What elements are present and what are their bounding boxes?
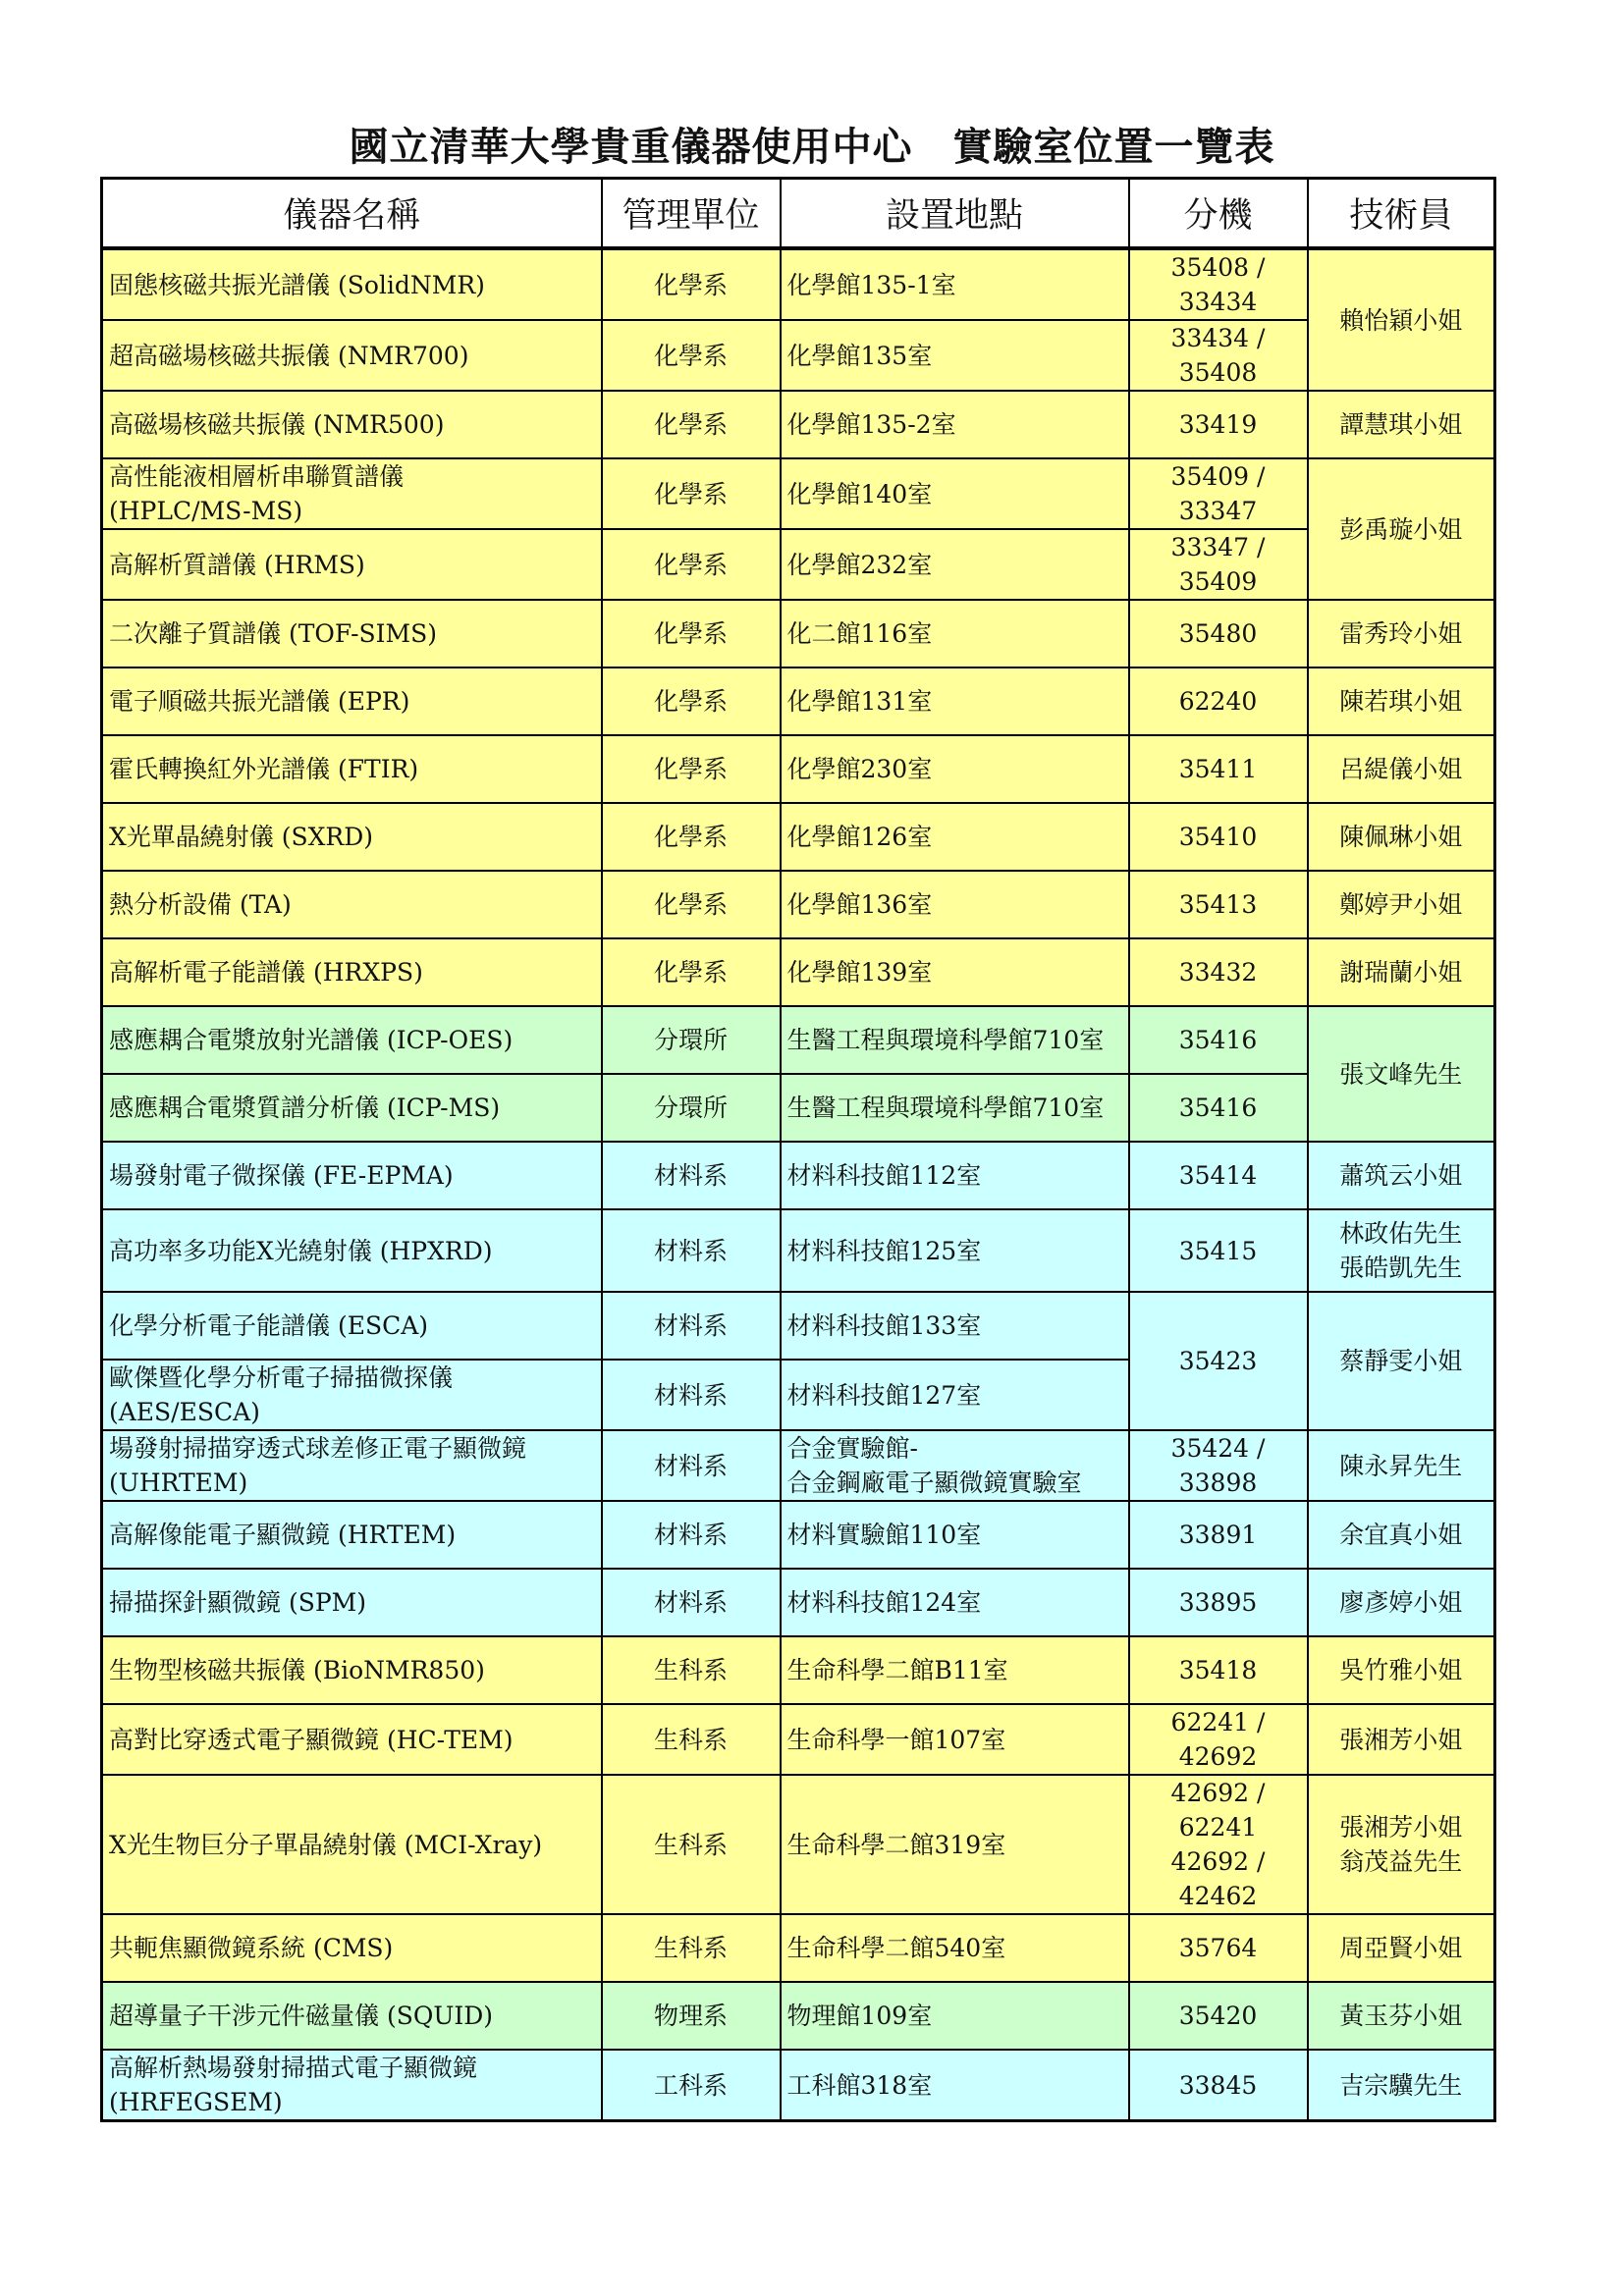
table-row: [102, 1982, 1495, 2050]
location-cell: 生醫工程與環境科學館710室: [781, 1074, 1129, 1142]
extension-cell: 35480: [1129, 600, 1308, 667]
instrument-name-cell: 熱分析設備 (TA): [102, 871, 602, 938]
location-cell: 化學館230室: [781, 735, 1129, 803]
extension-cell: 62241 / 42692: [1129, 1704, 1308, 1775]
table-row: [102, 248, 1495, 320]
location-cell: 材料科技館112室: [781, 1142, 1129, 1209]
header-extension: 分機: [1129, 179, 1308, 249]
instrument-location-table: [100, 177, 1496, 2122]
instrument-name-cell: X光單晶繞射儀 (SXRD): [102, 803, 602, 871]
managing-unit-cell: 物理系: [602, 1982, 781, 2050]
managing-unit-cell: 化學系: [602, 391, 781, 458]
location-cell: 生醫工程與環境科學館710室: [781, 1006, 1129, 1074]
table-row: [102, 458, 1495, 529]
table-row: [102, 667, 1495, 735]
table-header-row: [102, 179, 1495, 249]
table-row: [102, 871, 1495, 938]
location-cell: 化學館135室: [781, 320, 1129, 391]
table-row: [102, 1914, 1495, 1982]
instrument-name-cell: 高對比穿透式電子顯微鏡 (HC-TEM): [102, 1704, 602, 1775]
managing-unit-cell: 材料系: [602, 1292, 781, 1360]
location-cell: 生命科學一館107室: [781, 1704, 1129, 1775]
table-row: [102, 938, 1495, 1006]
instrument-name-cell: 高解析熱場發射掃描式電子顯微鏡 (HRFEGSEM): [102, 2050, 602, 2121]
table-row: [102, 1569, 1495, 1636]
instrument-name-cell: 固態核磁共振光譜儀 (SolidNMR): [102, 248, 602, 320]
managing-unit-cell: 材料系: [602, 1209, 781, 1292]
instrument-name-cell: 化學分析電子能譜儀 (ESCA): [102, 1292, 602, 1360]
instrument-name-cell: 高性能液相層析串聯質譜儀 (HPLC/MS-MS): [102, 458, 602, 529]
technician-cell: 陳永昇先生: [1308, 1430, 1495, 1501]
extension-cell: 33432: [1129, 938, 1308, 1006]
table-row: [102, 2050, 1495, 2121]
instrument-name-cell: 共軛焦顯微鏡系統 (CMS): [102, 1914, 602, 1982]
technician-cell: 吉宗驥先生: [1308, 2050, 1495, 2121]
extension-cell: 35410: [1129, 803, 1308, 871]
technician-cell: 賴怡穎小姐: [1308, 248, 1495, 391]
instrument-name-cell: 生物型核磁共振儀 (BioNMR850): [102, 1636, 602, 1704]
table-body: [102, 248, 1495, 2121]
location-cell: 材料實驗館110室: [781, 1501, 1129, 1569]
managing-unit-cell: 材料系: [602, 1501, 781, 1569]
technician-cell: 余宜真小姐: [1308, 1501, 1495, 1569]
location-cell: 材料科技館127室: [781, 1360, 1129, 1430]
extension-cell: 35424 / 33898: [1129, 1430, 1308, 1501]
managing-unit-cell: 化學系: [602, 320, 781, 391]
location-cell: 化學館232室: [781, 529, 1129, 600]
instrument-name-cell: 掃描探針顯微鏡 (SPM): [102, 1569, 602, 1636]
extension-cell: 35416: [1129, 1074, 1308, 1142]
technician-cell: 張文峰先生: [1308, 1006, 1495, 1142]
extension-cell: 35420: [1129, 1982, 1308, 2050]
instrument-name-cell: 二次離子質譜儀 (TOF-SIMS): [102, 600, 602, 667]
table-row: [102, 529, 1495, 600]
table-row: [102, 735, 1495, 803]
managing-unit-cell: 化學系: [602, 938, 781, 1006]
location-cell: 生命科學二館540室: [781, 1914, 1129, 1982]
managing-unit-cell: 材料系: [602, 1142, 781, 1209]
instrument-name-cell: 高解析電子能譜儀 (HRXPS): [102, 938, 602, 1006]
table-row: [102, 1209, 1495, 1292]
managing-unit-cell: 化學系: [602, 600, 781, 667]
managing-unit-cell: 化學系: [602, 735, 781, 803]
table-row: [102, 600, 1495, 667]
technician-cell: 譚慧琪小姐: [1308, 391, 1495, 458]
table-row: [102, 1142, 1495, 1209]
instrument-name-cell: 高功率多功能X光繞射儀 (HPXRD): [102, 1209, 602, 1292]
instrument-name-cell: 感應耦合電漿質譜分析儀 (ICP-MS): [102, 1074, 602, 1142]
technician-cell: 蔡靜雯小姐: [1308, 1292, 1495, 1430]
table-row: [102, 1006, 1495, 1074]
technician-cell: 陳佩琳小姐: [1308, 803, 1495, 871]
extension-cell: 33895: [1129, 1569, 1308, 1636]
location-cell: 材料科技館124室: [781, 1569, 1129, 1636]
table-row: [102, 1074, 1495, 1142]
technician-cell: 周亞賢小姐: [1308, 1914, 1495, 1982]
page-title: 國立清華大學貴重儀器使用中心 實驗室位置一覽表: [349, 125, 1275, 170]
extension-cell: 33845: [1129, 2050, 1308, 2121]
technician-cell: 鄭婷尹小姐: [1308, 871, 1495, 938]
table-row: [102, 1704, 1495, 1775]
managing-unit-cell: 生科系: [602, 1775, 781, 1914]
table-row: [102, 1430, 1495, 1501]
extension-cell: 35423: [1129, 1292, 1308, 1430]
table-row: [102, 320, 1495, 391]
extension-cell: 35413: [1129, 871, 1308, 938]
managing-unit-cell: 化學系: [602, 667, 781, 735]
header-managing-unit: 管理單位: [602, 179, 781, 249]
location-cell: 化學館140室: [781, 458, 1129, 529]
instrument-name-cell: 電子順磁共振光譜儀 (EPR): [102, 667, 602, 735]
managing-unit-cell: 化學系: [602, 803, 781, 871]
managing-unit-cell: 分環所: [602, 1006, 781, 1074]
instrument-name-cell: 場發射電子微探儀 (FE-EPMA): [102, 1142, 602, 1209]
location-cell: 合金實驗館- 合金鋼廠電子顯微鏡實驗室: [781, 1430, 1129, 1501]
extension-cell: 35415: [1129, 1209, 1308, 1292]
extension-cell: 33891: [1129, 1501, 1308, 1569]
extension-cell: 42692 / 62241 42692 / 42462: [1129, 1775, 1308, 1914]
instrument-name-cell: 高磁場核磁共振儀 (NMR500): [102, 391, 602, 458]
instrument-name-cell: 場發射掃描穿透式球差修正電子顯微鏡 (UHRTEM): [102, 1430, 602, 1501]
instrument-name-cell: 高解析質譜儀 (HRMS): [102, 529, 602, 600]
extension-cell: 35408 / 33434: [1129, 248, 1308, 320]
location-cell: 化學館136室: [781, 871, 1129, 938]
table-row: [102, 1501, 1495, 1569]
managing-unit-cell: 化學系: [602, 529, 781, 600]
technician-cell: 雷秀玲小姐: [1308, 600, 1495, 667]
location-cell: 物理館109室: [781, 1982, 1129, 2050]
extension-cell: 35409 / 33347: [1129, 458, 1308, 529]
location-cell: 生命科學二館319室: [781, 1775, 1129, 1914]
managing-unit-cell: 材料系: [602, 1569, 781, 1636]
header-technician: 技術員: [1308, 179, 1495, 249]
instrument-name-cell: 超高磁場核磁共振儀 (NMR700): [102, 320, 602, 391]
extension-cell: 35764: [1129, 1914, 1308, 1982]
technician-cell: 彭禹璇小姐: [1308, 458, 1495, 600]
location-cell: 化二館116室: [781, 600, 1129, 667]
location-cell: 材料科技館125室: [781, 1209, 1129, 1292]
extension-cell: 35418: [1129, 1636, 1308, 1704]
instrument-name-cell: 高解像能電子顯微鏡 (HRTEM): [102, 1501, 602, 1569]
table-row: [102, 391, 1495, 458]
technician-cell: 張湘芳小姐: [1308, 1704, 1495, 1775]
instrument-name-cell: X光生物巨分子單晶繞射儀 (MCI-Xray): [102, 1775, 602, 1914]
extension-cell: 35416: [1129, 1006, 1308, 1074]
extension-cell: 33434 / 35408: [1129, 320, 1308, 391]
location-cell: 材料科技館133室: [781, 1292, 1129, 1360]
managing-unit-cell: 材料系: [602, 1430, 781, 1501]
extension-cell: 35414: [1129, 1142, 1308, 1209]
technician-cell: 蕭筑云小姐: [1308, 1142, 1495, 1209]
instrument-name-cell: 超導量子干涉元件磁量儀 (SQUID): [102, 1982, 602, 2050]
table-row: [102, 803, 1495, 871]
managing-unit-cell: 生科系: [602, 1914, 781, 1982]
location-cell: 工科館318室: [781, 2050, 1129, 2121]
managing-unit-cell: 工科系: [602, 2050, 781, 2121]
table-row: [102, 1636, 1495, 1704]
location-cell: 化學館139室: [781, 938, 1129, 1006]
header-location: 設置地點: [781, 179, 1129, 249]
managing-unit-cell: 生科系: [602, 1636, 781, 1704]
location-cell: 生命科學二館B11室: [781, 1636, 1129, 1704]
technician-cell: 謝瑞蘭小姐: [1308, 938, 1495, 1006]
managing-unit-cell: 分環所: [602, 1074, 781, 1142]
extension-cell: 62240: [1129, 667, 1308, 735]
location-cell: 化學館135-1室: [781, 248, 1129, 320]
location-cell: 化學館126室: [781, 803, 1129, 871]
extension-cell: 33419: [1129, 391, 1308, 458]
header-instrument-name: 儀器名稱: [102, 179, 602, 249]
instrument-name-cell: 歐傑暨化學分析電子掃描微探儀 (AES/ESCA): [102, 1360, 602, 1430]
extension-cell: 35411: [1129, 735, 1308, 803]
technician-cell: 廖彥婷小姐: [1308, 1569, 1495, 1636]
instrument-name-cell: 霍氏轉換紅外光譜儀 (FTIR): [102, 735, 602, 803]
location-cell: 化學館135-2室: [781, 391, 1129, 458]
managing-unit-cell: 材料系: [602, 1360, 781, 1430]
technician-cell: 張湘芳小姐 翁茂益先生: [1308, 1775, 1495, 1914]
table-row: [102, 1292, 1495, 1360]
technician-cell: 陳若琪小姐: [1308, 667, 1495, 735]
table-row: [102, 1775, 1495, 1914]
technician-cell: 呂緹儀小姐: [1308, 735, 1495, 803]
managing-unit-cell: 生科系: [602, 1704, 781, 1775]
location-cell: 化學館131室: [781, 667, 1129, 735]
managing-unit-cell: 化學系: [602, 871, 781, 938]
managing-unit-cell: 化學系: [602, 248, 781, 320]
instrument-name-cell: 感應耦合電漿放射光譜儀 (ICP-OES): [102, 1006, 602, 1074]
managing-unit-cell: 化學系: [602, 458, 781, 529]
technician-cell: 林政佑先生 張皓凱先生: [1308, 1209, 1495, 1292]
technician-cell: 黃玉芬小姐: [1308, 1982, 1495, 2050]
technician-cell: 吳竹雅小姐: [1308, 1636, 1495, 1704]
extension-cell: 33347 / 35409: [1129, 529, 1308, 600]
